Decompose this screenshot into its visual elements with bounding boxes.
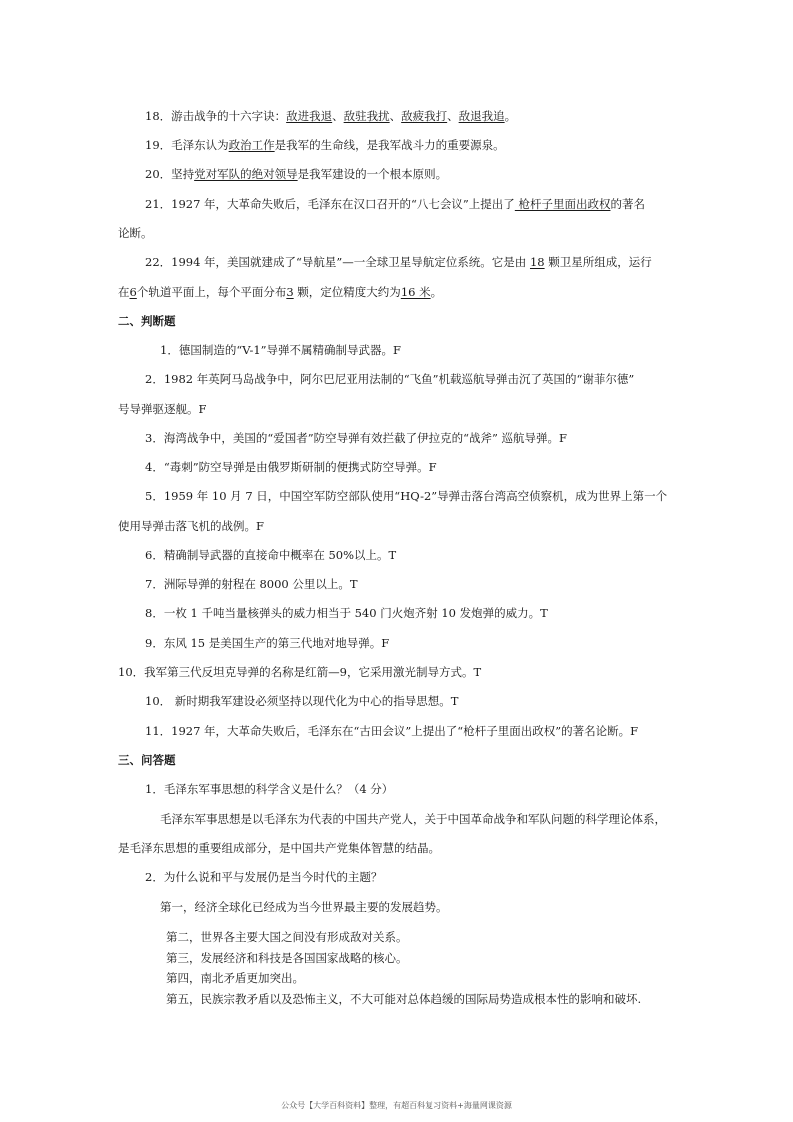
q22-text-2: 在 <box>118 285 130 299</box>
q18-answer-1: 敌进我退 <box>286 109 333 123</box>
q18-text: 18．游击战争的十六字诀： <box>145 109 287 123</box>
q20-text-end: 是我军建设的一个根本原则。 <box>297 167 448 181</box>
q21-text: 21．1927 年，大革命失败后，毛泽东在汉口召开的“八七会议”上提出了 <box>145 197 515 211</box>
end: 。 <box>504 109 517 123</box>
q22-text-mid: 颗卫星所组成，运行 <box>544 255 652 269</box>
tf-item-10a: 10．我军第三代反坦克导弹的名称是红箭—9，它采用激光制导方式。T <box>118 665 482 679</box>
qa-answer-2-item: 第四，南北矛盾更加突出。 <box>166 971 304 985</box>
qa-question-2: 2．为什么说和平与发展仍是当今时代的主题？ <box>145 870 383 884</box>
q18-answer-2: 敌驻我扰 <box>343 109 390 123</box>
tf-item-5-cont: 使用导弹击落飞机的战例。F <box>118 519 264 533</box>
sep: 、 <box>389 109 402 123</box>
qa-heading: 三、问答题 <box>118 753 176 767</box>
q18-answer-3: 敌疲我打 <box>401 109 448 123</box>
qa-answer-2-item: 第三，发展经济和科技是各国国家战略的核心。 <box>166 951 408 965</box>
q20-answer: 党对军队的绝对领导 <box>194 167 298 181</box>
q22-answer-1: 18 <box>529 255 545 269</box>
qa-question-1: 1．毛泽东军事思想的科学含义是什么？（4 分） <box>145 782 394 796</box>
q22-text-4: 颗，定位精度大约为 <box>293 285 401 299</box>
fill-q20 <box>145 166 705 182</box>
footer-watermark: 公众号【大学百科资料】整理，有超百科复习资料+海量网课资源 <box>281 1101 512 1110</box>
fill-q21-cont: 论断。 <box>118 226 153 240</box>
q22-answer-3: 3 <box>286 285 294 299</box>
q19-text-end: 是我军的生命线，是我军战斗力的重要源泉。 <box>274 138 505 152</box>
q18-answer-4: 敌退我追 <box>458 109 505 123</box>
q19-text: 19．毛泽东认为 <box>145 138 229 152</box>
sep: 、 <box>332 109 344 123</box>
q22-answer-4: 16 米 <box>400 285 431 299</box>
qa-answer-2-item: 第二，世界各主要大国之间没有形成敌对关系。 <box>166 930 408 944</box>
tf-item-3: 3．海湾战争中，美国的“爱国者”防空导弹有效拦截了伊拉克的“战斧” 巡航导弹。F <box>145 431 567 445</box>
fill-q22 <box>145 254 705 270</box>
q19-answer: 政治工作 <box>228 138 275 152</box>
qa-answer-2-item: 第五，民族宗教矛盾以及恐怖主义，不大可能对总体趋缓的国际局势造成根本性的影响和破坏. <box>166 992 642 1006</box>
tf-item-10b: 10． 新时期我军建设必须坚持以现代化为中心的指导思想。T <box>145 694 459 708</box>
fill-q18 <box>145 108 705 124</box>
fill-q19 <box>145 137 705 153</box>
q21-answer: 枪杆子里面出政权 <box>514 197 611 211</box>
tf-item-11: 11．1927 年，大革命失败后，毛泽东在“古田会议”上提出了“枪杆子里面出政权”的著名论断。F <box>145 724 639 738</box>
tf-item-8: 8．一枚 1 千吨当量核弹头的威力相当于 540 门火炮齐射 10 发炮弹的威力。T <box>145 606 548 620</box>
q22-text-3: 个轨道平面上，每个平面分布 <box>136 285 287 299</box>
tf-item-9: 9．东风 15 是美国生产的第三代地对地导弹。F <box>145 636 390 650</box>
q22-text: 22．1994 年，美国就建成了“导航星”—一全球卫星导航定位系统。它是由 <box>145 255 530 269</box>
q21-text-end: 的著名 <box>610 197 645 211</box>
qa-answer-2-item: 第一，经济全球化已经成为当今世界最主要的发展趋势。 <box>160 900 448 914</box>
q22-text-end: 。 <box>430 285 443 299</box>
qa-answer-1-cont: 是毛泽东思想的重要组成部分，是中国共产党集体智慧的结晶。 <box>118 841 440 855</box>
tf-heading: 二、判断题 <box>118 314 176 328</box>
tf-item-7: 7．洲际导弹的射程在 8000 公里以上。T <box>145 577 358 591</box>
fill-q21 <box>145 196 705 212</box>
tf-item-2-cont: 号导弹驱逐舰。F <box>118 402 207 416</box>
tf-item-2: 2．1982 年英阿马岛战争中，阿尔巴尼亚用法制的“飞鱼”机载巡航导弹击沉了英国的“谢菲尔德” <box>145 372 635 386</box>
qa-answer-1: 毛泽东军事思想是以毛泽东为代表的中国共产党人，关于中国革命战争和军队问题的科学理论体系， <box>160 812 666 826</box>
tf-item-4: 4．“毒刺”防空导弹是由俄罗斯研制的便携式防空导弹。F <box>145 460 437 474</box>
q20-text: 20．坚持 <box>145 167 195 181</box>
tf-item-5: 5．1959 年 10 月 7 日，中国空军防空部队使用“HQ-2”导弹击落台湾高空侦察机，成为世界上第一个 <box>145 489 668 503</box>
sep: 、 <box>447 109 459 123</box>
tf-item-6: 6．精确制导武器的直接命中概率在 50%以上。T <box>145 548 397 562</box>
q22-answer-2: 6 <box>129 285 137 299</box>
tf-item-1: 1．德国制造的“V-1”导弹不属精确制导武器。F <box>160 343 402 357</box>
fill-q22-cont <box>118 284 678 300</box>
